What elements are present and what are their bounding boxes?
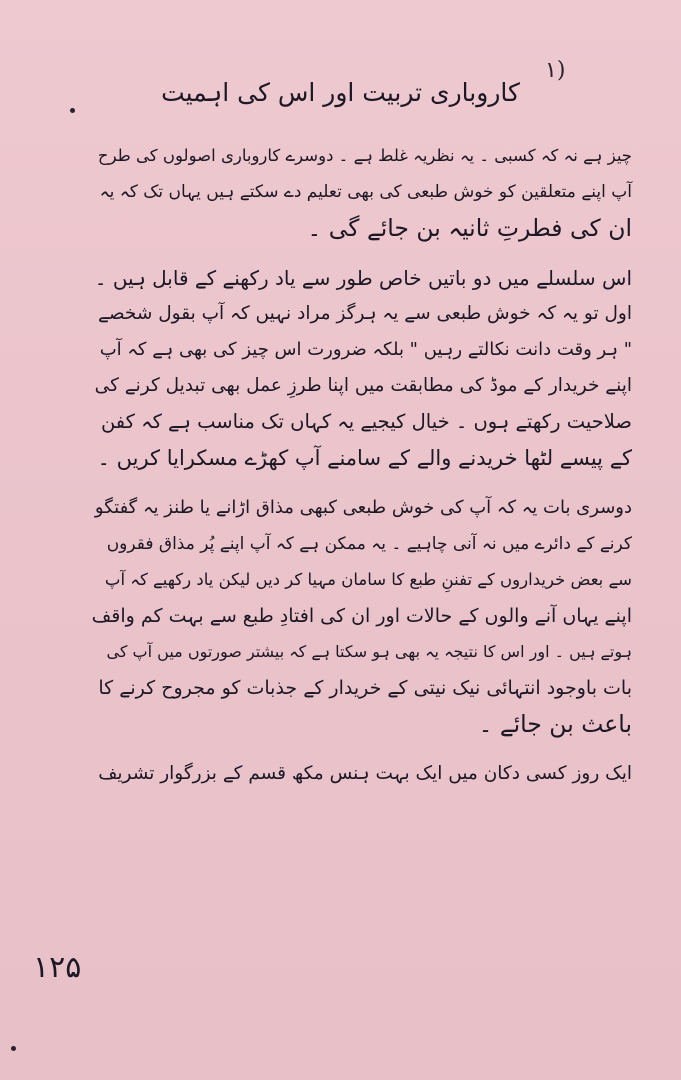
text-line: اپنے خریدار کے موڈ کی مطابقت میں اپنا طرزِ عمل بھی تبدیل کرنے کی (94, 375, 632, 396)
text-line: ان کی فطرتِ ثانیہ بن جائے گی ۔ (307, 214, 632, 242)
paragraph (92, 756, 632, 792)
body-text (92, 138, 632, 792)
text-line: کے پیسے لٹھا خریدنے والے کے سامنے آپ کھڑے مسکرایا کریں ۔ (97, 446, 632, 470)
text-line: دوسری بات یہ کہ آپ کی خوش طبعی کبھی مذاق اڑانے یا طنز یہ گفتگو (94, 497, 632, 518)
text-line: اس سلسلے میں دو باتیں خاص طور سے یاد رکھنے کے قابل ہیں ۔ (94, 266, 632, 290)
ink-speck (70, 108, 75, 113)
page-title: کاروباری تربیت اور اس کی اہمیت (161, 78, 520, 107)
paragraph (92, 260, 632, 476)
text-line: سے بعض خریداروں کے تفننِ طبع کا سامان مہیا کر دیں لیکن یاد رکھیے کہ آپ (104, 570, 632, 589)
text-line: " ہر وقت دانت نکالتے رہیں " بلکہ ضرورت اس چیز کی بھی ہے کہ آپ (99, 339, 632, 360)
text-line: بات باوجود انتہائی نیک نیتی کے خریدار کے جذبات کو مجروح کرنے کا (98, 677, 632, 699)
text-line: اپنے یہاں آنے والوں کے حالات اور ان کی افتادِ طبع سے بہت کم واقف (91, 605, 632, 627)
text-line: ہوتے ہیں ۔ اور اس کا نتیجہ یہ بھی ہو سکتا ہے کہ بیشتر صورتوں میں آپ کی (106, 642, 632, 661)
text-line: کرنے کے دائرے میں نہ آنی چاہیے ۔ یہ ممکن ہے کہ آپ اپنے پُر مذاق فقروں (106, 534, 632, 554)
paragraph (92, 138, 632, 246)
text-line: چیز ہے نہ کہ کسبی ۔ یہ نظریہ غلط ہے ۔ دوسرے کاروباری اصولوں کی طرح (97, 146, 632, 165)
text-line: ایک روز کسی دکان میں ایک بہت ہنس مکھ قسم کے بزرگوار تشریف (98, 763, 632, 784)
paragraph (92, 490, 632, 742)
text-line: باعث بن جائے ۔ (478, 710, 632, 738)
page-number: ۱۲۵ (33, 950, 82, 985)
text-line: صلاحیت رکھتے ہوں ۔ خیال کیجیے یہ کہاں تک مناسب ہے کہ کفن (100, 410, 632, 433)
text-line: اول تو یہ کہ خوش طبعی سے یہ ہرگز مراد نہیں کہ آپ بقول شخصے (98, 303, 632, 324)
corner-mark: ۱) (545, 58, 566, 83)
text-line: آپ اپنے متعلقین کو خوش طبعی کی بھی تعلیم دے سکتے ہیں یہاں تک کہ یہ (99, 182, 632, 202)
ink-speck (11, 1046, 16, 1051)
